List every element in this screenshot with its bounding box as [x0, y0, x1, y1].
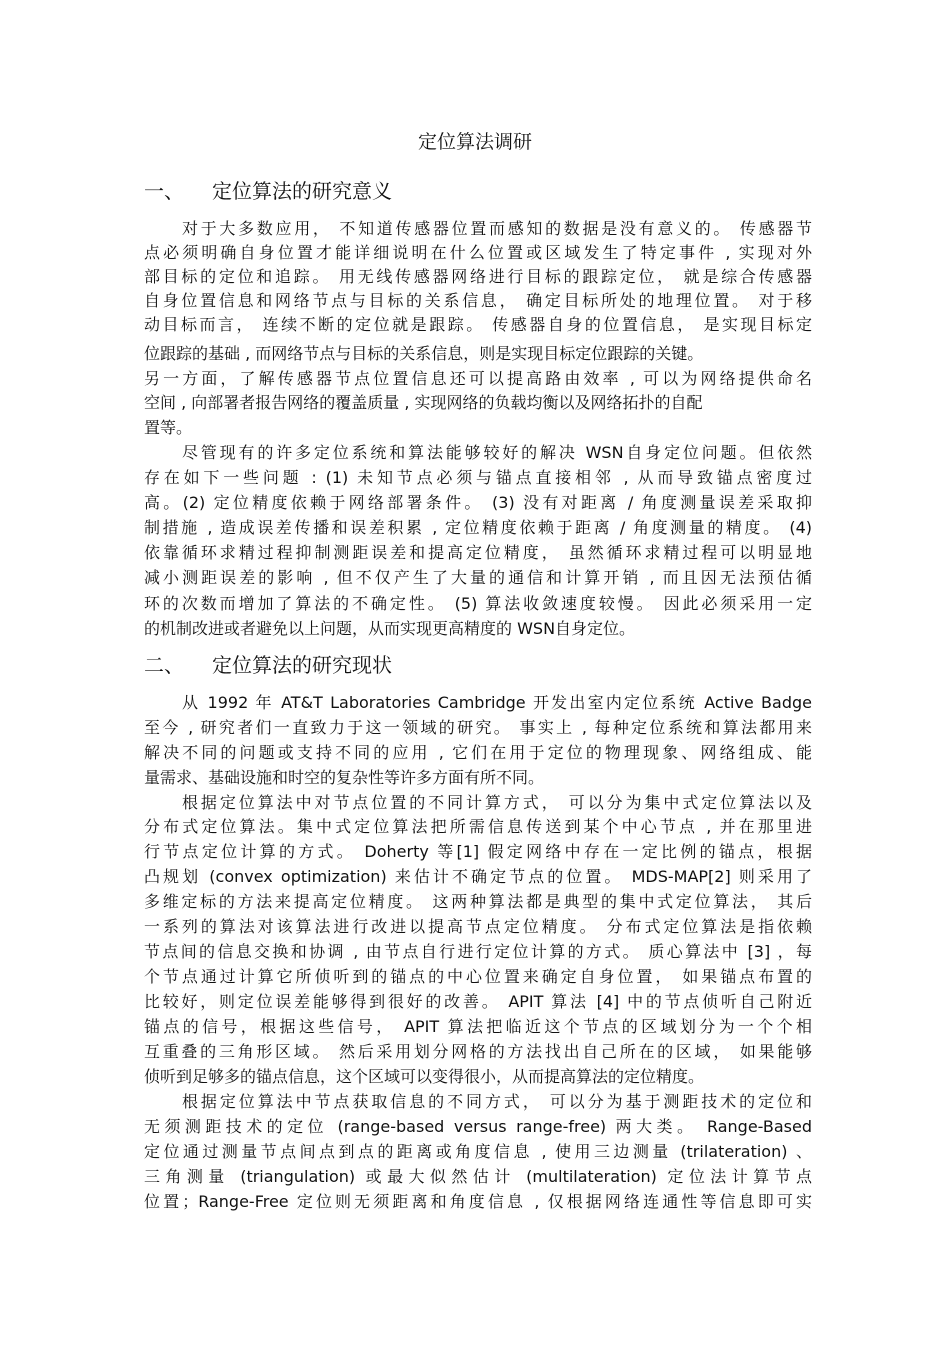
paragraph-line: 对于大多数应用， 不知道传感器位置而感知的数据是没有意义的。 传感器节 [182, 219, 812, 238]
section-title: 定位算法的研究意义 [212, 179, 392, 203]
paragraph-line: 点必须明确自身位置才能详细说明在什么位置或区域发生了特定事件 , 实现对外 [144, 243, 812, 262]
paragraph-line: 的机制改进或者避免以上问题，从而实现更高精度的 WSN自身定位。 [144, 619, 636, 638]
paragraph-line: 互重叠的三角形区域。 然后采用划分网格的方法找出自己所在的区域， 如果能够 [144, 1042, 812, 1061]
paragraph-line: 高。(2) 定位精度依赖于网络部署条件。 (3) 没有对距离 / 角度测量误差采取抑 [144, 493, 812, 512]
paragraph-line: 锚点的信号，根据这些信号， APIT 算法把临近这个节点的区域划分为一个个相 [144, 1017, 812, 1036]
section-number: 一、 [144, 179, 184, 203]
paragraph-line: 动目标而言， 连续不断的定位就是跟踪。 传感器自身的位置信息， 是实现目标定 [144, 315, 812, 334]
paragraph-line: 尽管现有的许多定位系统和算法能够较好的解决 WSN自身定位问题。但依然 [182, 443, 812, 462]
paragraph-line: 一系列的算法对该算法进行改进以提高节点定位精度。 分布式定位算法是指依赖 [144, 917, 812, 936]
paragraph-line: 定位通过测量节点间点到点的距离或角度信息 , 使用三边测量 (trilateration) 、 [144, 1142, 812, 1161]
paragraph-line: 位跟踪的基础 , 而网络节点与目标的关系信息，则是实现目标定位跟踪的关键。 [144, 344, 704, 363]
paragraph-line: 多维定标的方法来提高定位精度。 这两种算法都是典型的集中式定位算法， 其后 [144, 892, 812, 911]
paragraph-line: 置等。 [144, 418, 193, 437]
section-heading-1 [144, 177, 392, 205]
paragraph-line: 位置；Range-Free 定位则无须距离和角度信息 , 仅根据网络连通性等信息即可实 [144, 1192, 812, 1211]
paragraph-line: 另一方面，了解传感器节点位置信息还可以提高路由效率 , 可以为网络提供命名 [144, 369, 812, 388]
paragraph-line: 减小测距误差的影响 , 但不仅产生了大量的通信和计算开销 , 而且因无法预估循 [144, 568, 812, 587]
paragraph-line: 至今 , 研究者们一直致力于这一领域的研究。 事实上 , 每种定位系统和算法都用来 [144, 718, 812, 737]
paragraph-line: 三角测量 (triangulation) 或最大似然估计 (multilateration) 定位法计算节点 [144, 1167, 812, 1186]
section-title: 定位算法的研究现状 [212, 653, 392, 677]
paragraph-line: 存在如下一些问题 : (1) 未知节点必须与锚点直接相邻 , 从而导致锚点密度过 [144, 468, 812, 487]
paragraph-line: 凸规划 (convex optimization) 来估计不确定节点的位置。 MDS-MAP[2] 则采用了 [144, 867, 812, 886]
paragraph-line: 根据定位算法中对节点位置的不同计算方式， 可以分为集中式定位算法以及 [182, 793, 812, 812]
paragraph-line: 侦听到足够多的锚点信息，这个区域可以变得很小，从而提高算法的定位精度。 [144, 1067, 705, 1086]
document-title: 定位算法调研 [417, 131, 532, 153]
paragraph-line: 量需求、基础设施和时空的复杂性等许多方面有所不同。 [144, 768, 545, 787]
paragraph-line: 依靠循环求精过程抑制测距误差和提高定位精度， 虽然循环求精过程可以明显地 [144, 543, 812, 562]
paragraph-line: 比较好，则定位误差能够得到很好的改善。 APIT 算法 [4] 中的节点侦听自己附近 [144, 992, 812, 1011]
paragraph-line: 节点间的信息交换和协调 , 由节点自行进行定位计算的方式。 质心算法中 [3] ，每 [144, 942, 812, 961]
paragraph-line: 部目标的定位和追踪。 用无线传感器网络进行目标的跟踪定位， 就是综合传感器 [144, 267, 812, 286]
paragraph-line: 自身位置信息和网络节点与目标的关系信息， 确定目标所处的地理位置。 对于移 [144, 291, 812, 310]
paragraph-line: 环的次数而增加了算法的不确定性。 (5) 算法收敛速度较慢。 因此必须采用一定 [144, 594, 812, 613]
paragraph-line: 根据定位算法中节点获取信息的不同方式， 可以分为基于测距技术的定位和 [182, 1092, 812, 1111]
paragraph-line: 个节点通过计算它所侦听到的锚点的中心位置来确定自身位置， 如果锚点布置的 [144, 967, 812, 986]
paragraph-line: 解决不同的问题或支持不同的应用 , 它们在用于定位的物理现象、网络组成、能 [144, 743, 812, 762]
section-heading-2 [144, 651, 392, 679]
paragraph-line: 无须测距技术的定位 (range-based versus range-free) 两大类。 Range-Based [144, 1117, 812, 1136]
paragraph-line: 制措施 , 造成误差传播和误差积累 , 定位精度依赖于距离 / 角度测量的精度。 (4) [144, 518, 812, 537]
paragraph-line: 行节点定位计算的方式。 Doherty 等[1] 假定网络中存在一定比例的锚点，根据 [144, 842, 812, 861]
paragraph-line: 从 1992 年 AT&T Laboratories Cambridge 开发出室内定位系统 Active Badge [182, 693, 812, 712]
paragraph-line: 空间 , 向部署者报告网络的覆盖质量 , 实现网络的负载均衡以及网络拓扑的自配 [144, 393, 703, 412]
paragraph-line: 分布式定位算法。集中式定位算法把所需信息传送到某个中心节点 , 并在那里进 [144, 817, 812, 836]
section-number: 二、 [144, 653, 184, 677]
